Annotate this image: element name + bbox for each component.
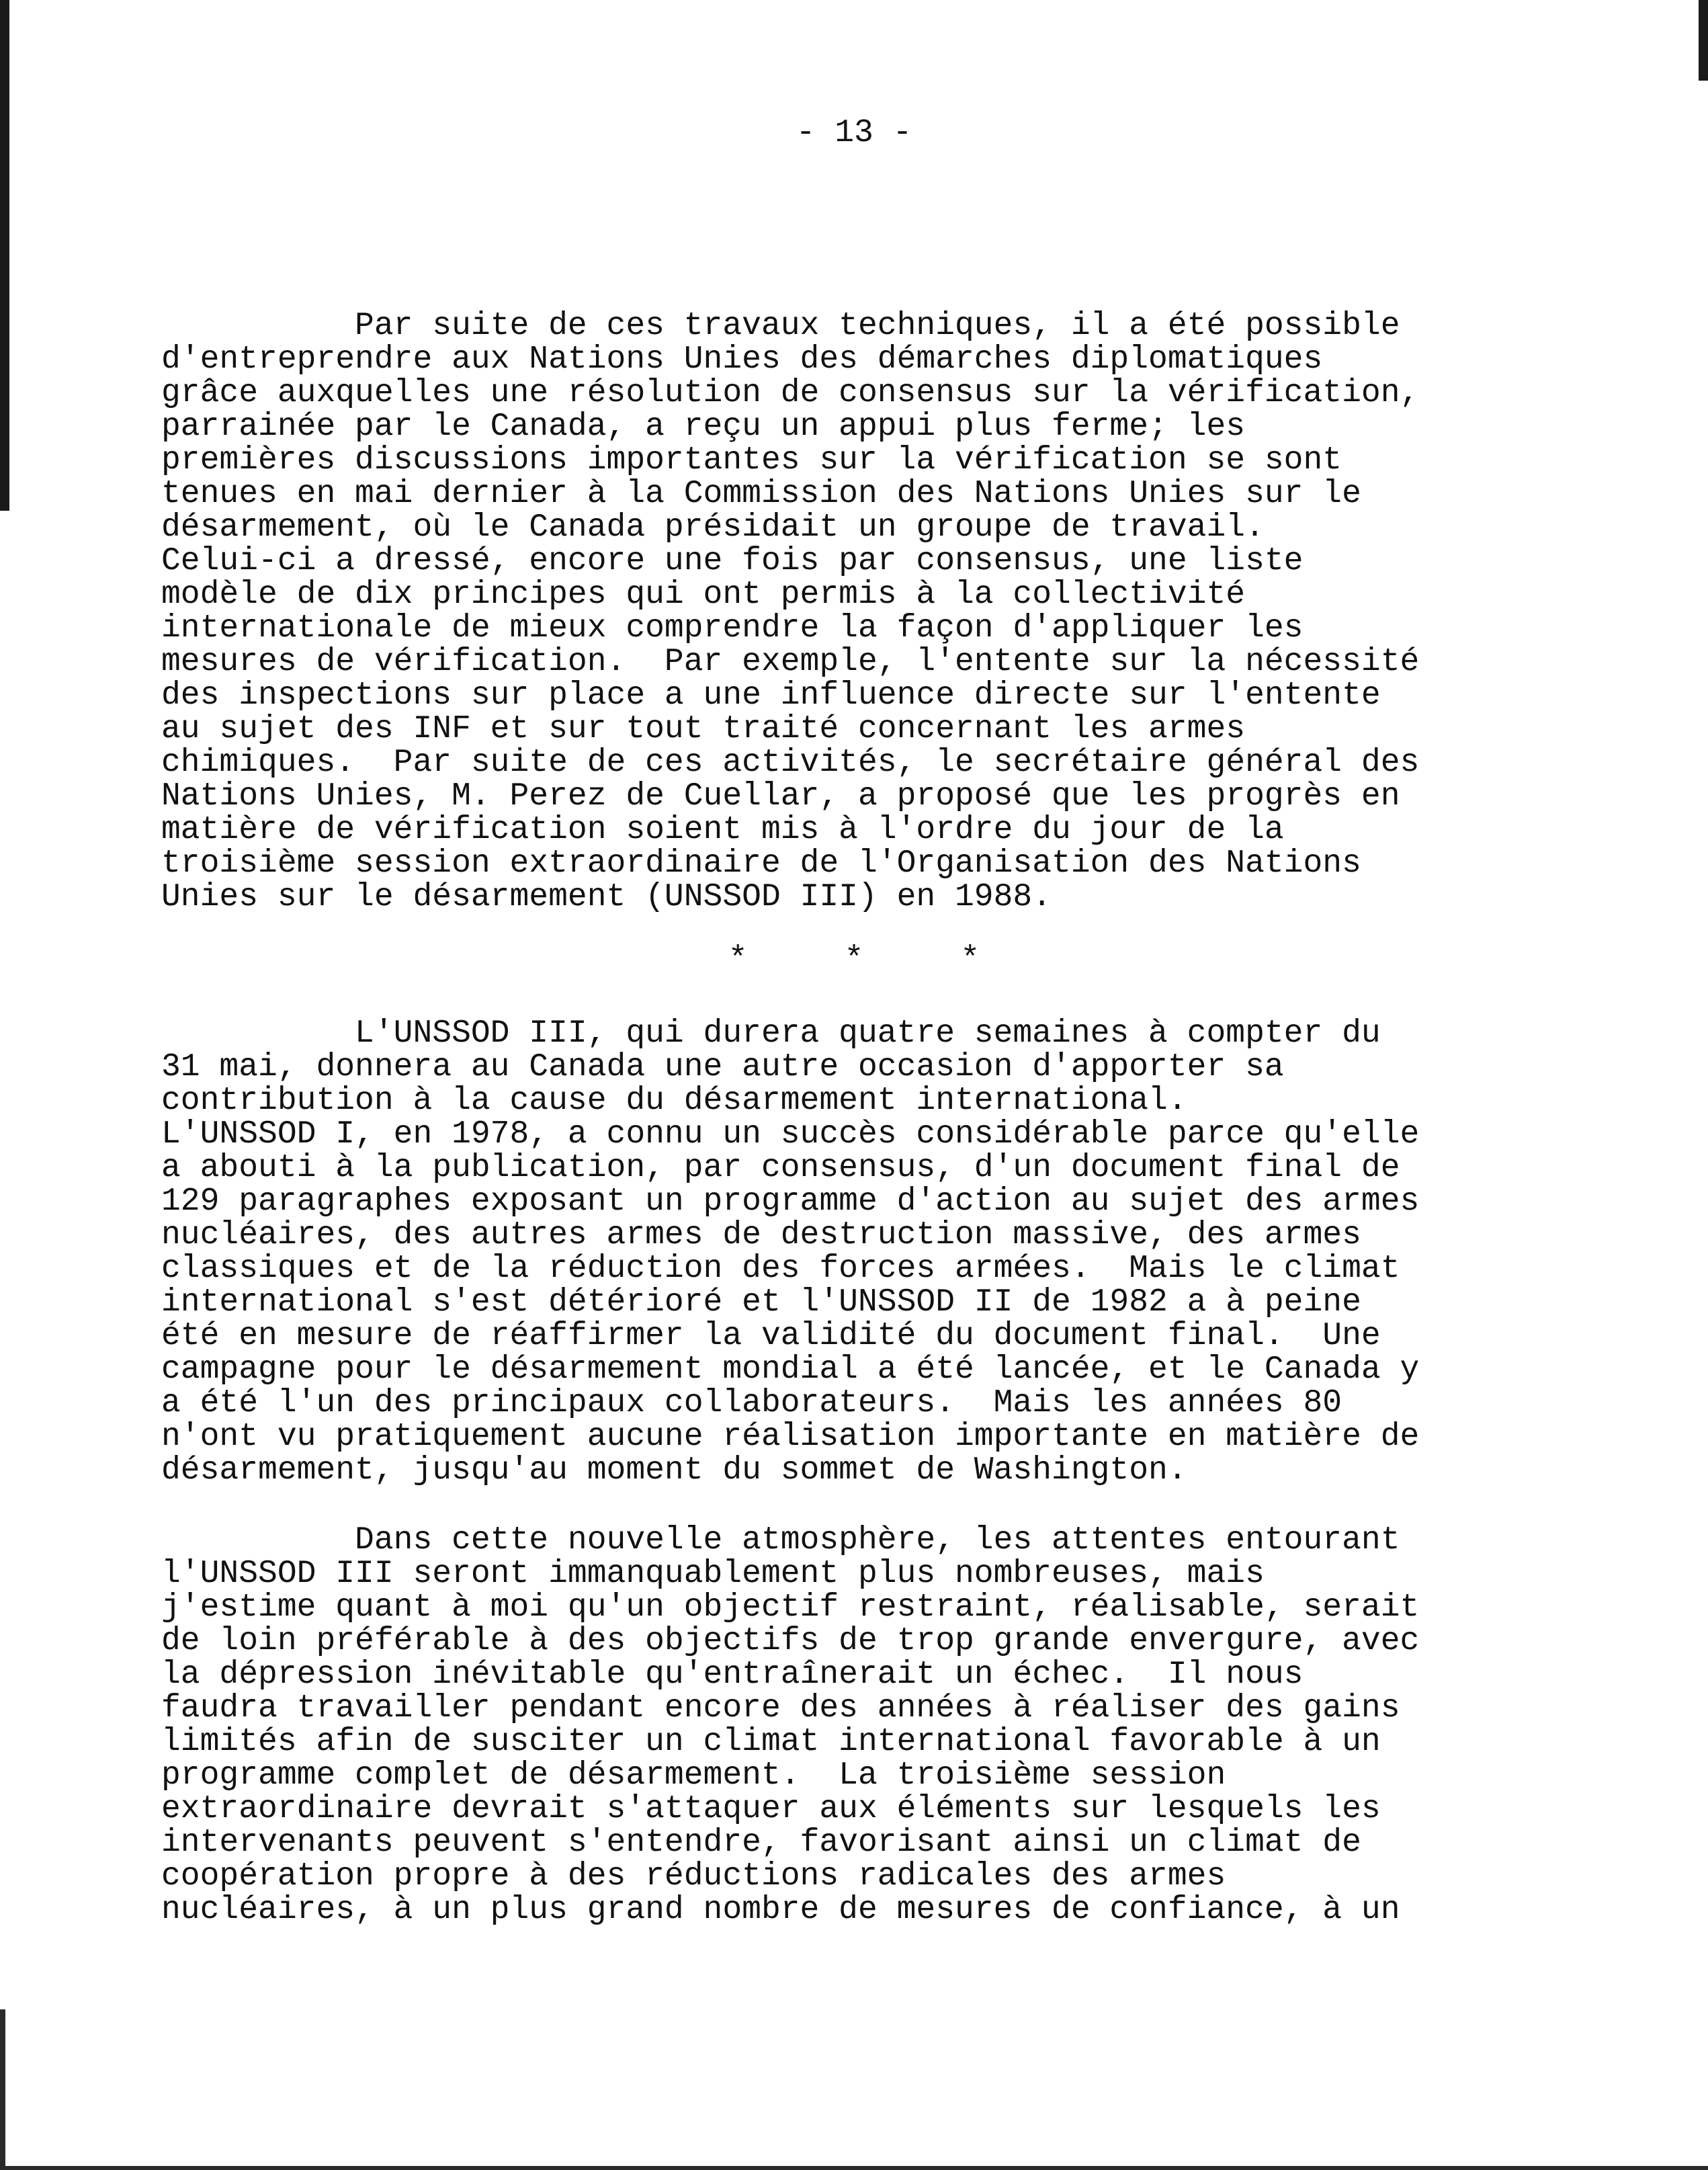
text-line: l'UNSSOD III seront immanquablement plus nombreuses, mais — [161, 1556, 1265, 1592]
text-line: modèle de dix principes qui ont permis à la collectivité — [161, 577, 1246, 613]
text-line: j'estime quant à moi qu'un objectif restraint, réalisable, serait — [161, 1589, 1420, 1626]
text-line: nucléaires, à un plus grand nombre de mesures de confiance, à un — [161, 1892, 1400, 1928]
scan-edge-right — [1699, 0, 1708, 81]
text-line: désarmement, jusqu'au moment du sommet de Washington. — [161, 1452, 1187, 1489]
text-line: faudra travailler pendant encore des années à réaliser des gains — [161, 1690, 1400, 1726]
text-line: contribution à la cause du désarmement international. — [161, 1083, 1187, 1119]
text-line: Par suite de ces travaux techniques, il a été possible — [161, 308, 1400, 344]
scan-edge-bottom — [0, 2166, 1708, 2170]
text-line: L'UNSSOD III, qui durera quatre semaines à compter du — [161, 1015, 1381, 1052]
text-line: tenues en mai dernier à la Commission des Nations Unies sur le — [161, 476, 1361, 512]
paragraph-3 — [161, 1524, 1512, 1927]
paragraph-1 — [161, 309, 1512, 914]
text-line: a abouti à la publication, par consensus, d'un document final de — [161, 1150, 1400, 1186]
text-line: grâce auxquelles une résolution de consensus sur la vérification, — [161, 375, 1420, 411]
text-line: Dans cette nouvelle atmosphère, les attentes entourant — [161, 1522, 1400, 1558]
text-line: d'entreprendre aux Nations Unies des démarches diplomatiques — [161, 341, 1323, 378]
text-line: de loin préférable à des objectifs de trop grande envergure, avec — [161, 1623, 1420, 1659]
text-line: programme complet de désarmement. La troisième session — [161, 1757, 1226, 1794]
text-line: premières discussions importantes sur la vérification se sont — [161, 442, 1342, 478]
text-line: la dépression inévitable qu'entraînerait un échec. Il nous — [161, 1657, 1304, 1693]
text-line: n'ont vu pratiquement aucune réalisation importante en matière de — [161, 1419, 1420, 1455]
text-line: 31 mai, donnera au Canada une autre occasion d'apporter sa — [161, 1049, 1284, 1085]
text-line: classiques et de la réduction des forces armées. Mais le climat — [161, 1251, 1400, 1287]
text-line: des inspections sur place a une influence directe sur l'entente — [161, 677, 1381, 714]
text-line: chimiques. Par suite de ces activités, le secrétaire général des — [161, 745, 1420, 781]
text-line: extraordinaire devrait s'attaquer aux éléments sur lesquels les — [161, 1791, 1381, 1827]
scan-edge-left-lower — [0, 2009, 5, 2170]
section-separator: * * * — [728, 942, 980, 978]
text-line: campagne pour le désarmement mondial a été lancée, et le Canada y — [161, 1351, 1420, 1388]
text-line: été en mesure de réaffirmer la validité du document final. Une — [161, 1318, 1381, 1354]
scan-edge-left — [0, 0, 9, 511]
text-line: coopération propre à des réductions radicales des armes — [161, 1858, 1226, 1894]
text-line: nucléaires, des autres armes de destruction massive, des armes — [161, 1217, 1361, 1253]
text-line: Nations Unies, M. Perez de Cuellar, a proposé que les progrès en — [161, 778, 1400, 815]
text-line: international s'est détérioré et l'UNSSOD II de 1982 a à peine — [161, 1284, 1361, 1321]
text-line: troisième session extraordinaire de l'Organisation des Nations — [161, 845, 1361, 882]
text-line: limités afin de susciter un climat international favorable à un — [161, 1724, 1381, 1760]
text-line: mesures de vérification. Par exemple, l'entente sur la nécessité — [161, 644, 1420, 680]
page-number: - 13 - — [796, 115, 912, 151]
text-line: 129 paragraphes exposant un programme d'action au sujet des armes — [161, 1183, 1420, 1220]
paragraph-2 — [161, 1017, 1512, 1487]
text-line: a été l'un des principaux collaborateurs. Mais les années 80 — [161, 1385, 1342, 1421]
text-line: L'UNSSOD I, en 1978, a connu un succès considérable parce qu'elle — [161, 1116, 1420, 1153]
text-line: internationale de mieux comprendre la façon d'appliquer les — [161, 610, 1304, 646]
text-line: intervenants peuvent s'entendre, favorisant ainsi un climat de — [161, 1825, 1361, 1861]
text-line: parrainée par le Canada, a reçu un appui plus ferme; les — [161, 409, 1246, 445]
text-line: au sujet des INF et sur tout traité concernant les armes — [161, 711, 1246, 747]
text-line: Celui-ci a dressé, encore une fois par consensus, une liste — [161, 543, 1304, 579]
text-line: matière de vérification soient mis à l'ordre du jour de la — [161, 812, 1284, 848]
text-line: Unies sur le désarmement (UNSSOD III) en 1988. — [161, 879, 1052, 915]
text-line: désarmement, où le Canada présidait un groupe de travail. — [161, 509, 1265, 546]
